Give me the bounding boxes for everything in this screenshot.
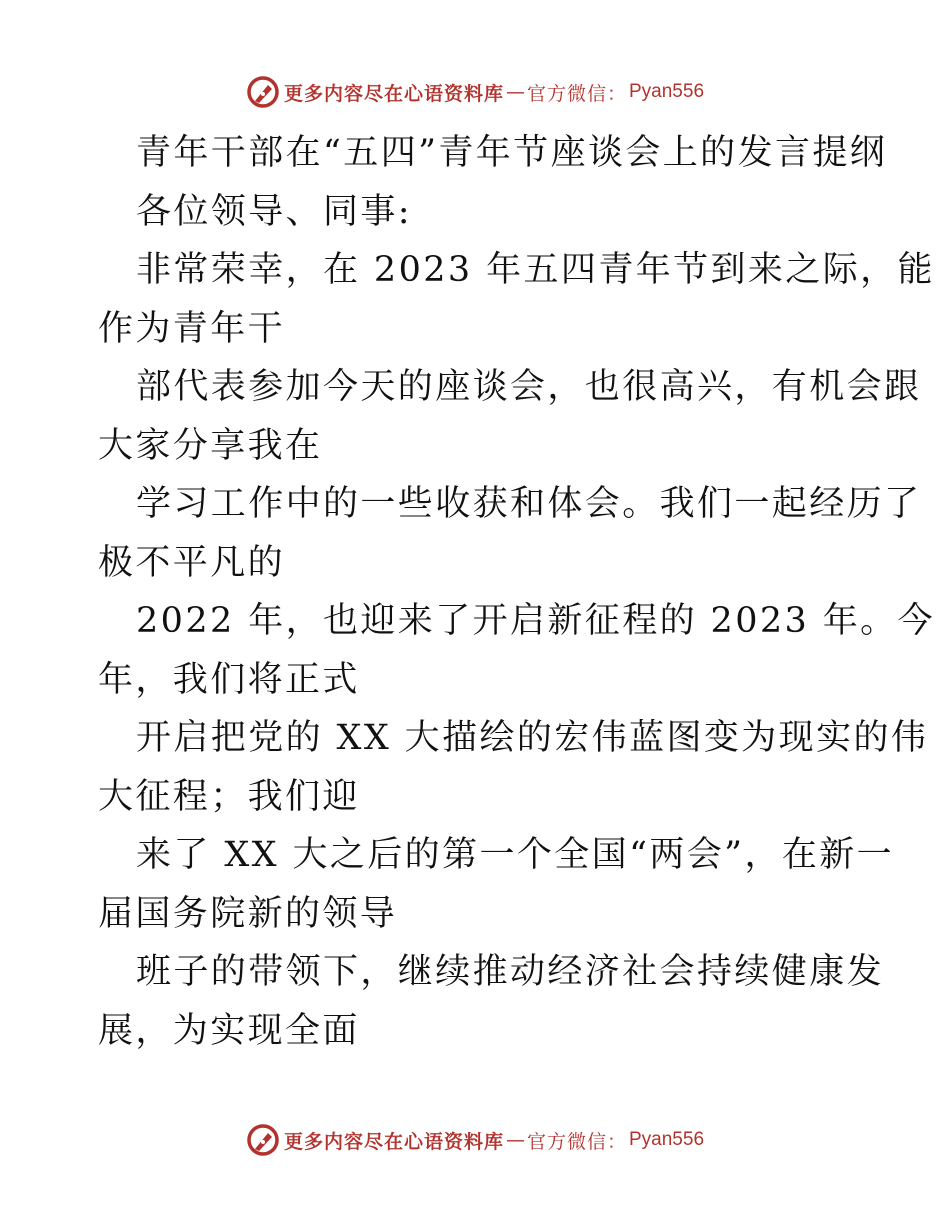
header-watermark-banner xyxy=(0,72,950,112)
banner-wechat-id: Pyan556 xyxy=(629,81,705,102)
banner-main-text: 更多内容尽在心语资料库 xyxy=(283,82,504,105)
paragraph-line: 届国务院新的领导 xyxy=(98,893,398,934)
footer-watermark-banner xyxy=(0,1120,950,1160)
paragraph-line: 极不平凡的 xyxy=(98,542,286,583)
document-body xyxy=(98,124,935,1060)
banner-dash: — xyxy=(505,1129,525,1151)
paragraph-line: 大家分享我在 xyxy=(98,425,323,466)
paragraph-line: 展，为实现全面 xyxy=(98,1010,360,1051)
salutation-line: 各位领导、同事: xyxy=(136,191,412,232)
paragraph-line: 开启把党的 XX 大描绘的宏伟蓝图变为现实的伟 xyxy=(136,718,929,758)
paragraph-line: 来了 XX 大之后的第一个全国“两会”，在新一 xyxy=(136,835,895,875)
paragraph-line: 年，我们将正式 xyxy=(98,659,360,700)
banner-dash: — xyxy=(505,81,525,103)
paragraph-line: 作为青年干 xyxy=(98,308,286,349)
paragraph-line: 部代表参加今天的座谈会，也很高兴，有机会跟 xyxy=(136,367,922,407)
paragraph-line: 班子的带领下，继续推动经济社会持续健康发 xyxy=(136,952,885,992)
paragraph-line: 2022 年，也迎来了开启新征程的 2023 年。今 xyxy=(136,601,935,641)
document-title: 青年干部在“五四”青年节座谈会上的发言提纲 xyxy=(136,133,888,173)
pen-nib-logo-icon xyxy=(246,75,280,109)
banner-wechat-id: Pyan556 xyxy=(629,1129,705,1150)
banner-sub-text: 官方微信： xyxy=(526,1130,627,1153)
banner-sub-text: 官方微信： xyxy=(526,82,627,105)
paragraph-line: 大征程；我们迎 xyxy=(98,776,360,817)
paragraph-line: 学习工作中的一些收获和体会。我们一起经历了 xyxy=(136,484,922,524)
banner-main-text: 更多内容尽在心语资料库 xyxy=(283,1130,504,1153)
pen-nib-logo-icon xyxy=(246,1123,280,1157)
paragraph-line: 非常荣幸，在 2023 年五四青年节到来之际，能 xyxy=(136,250,935,290)
